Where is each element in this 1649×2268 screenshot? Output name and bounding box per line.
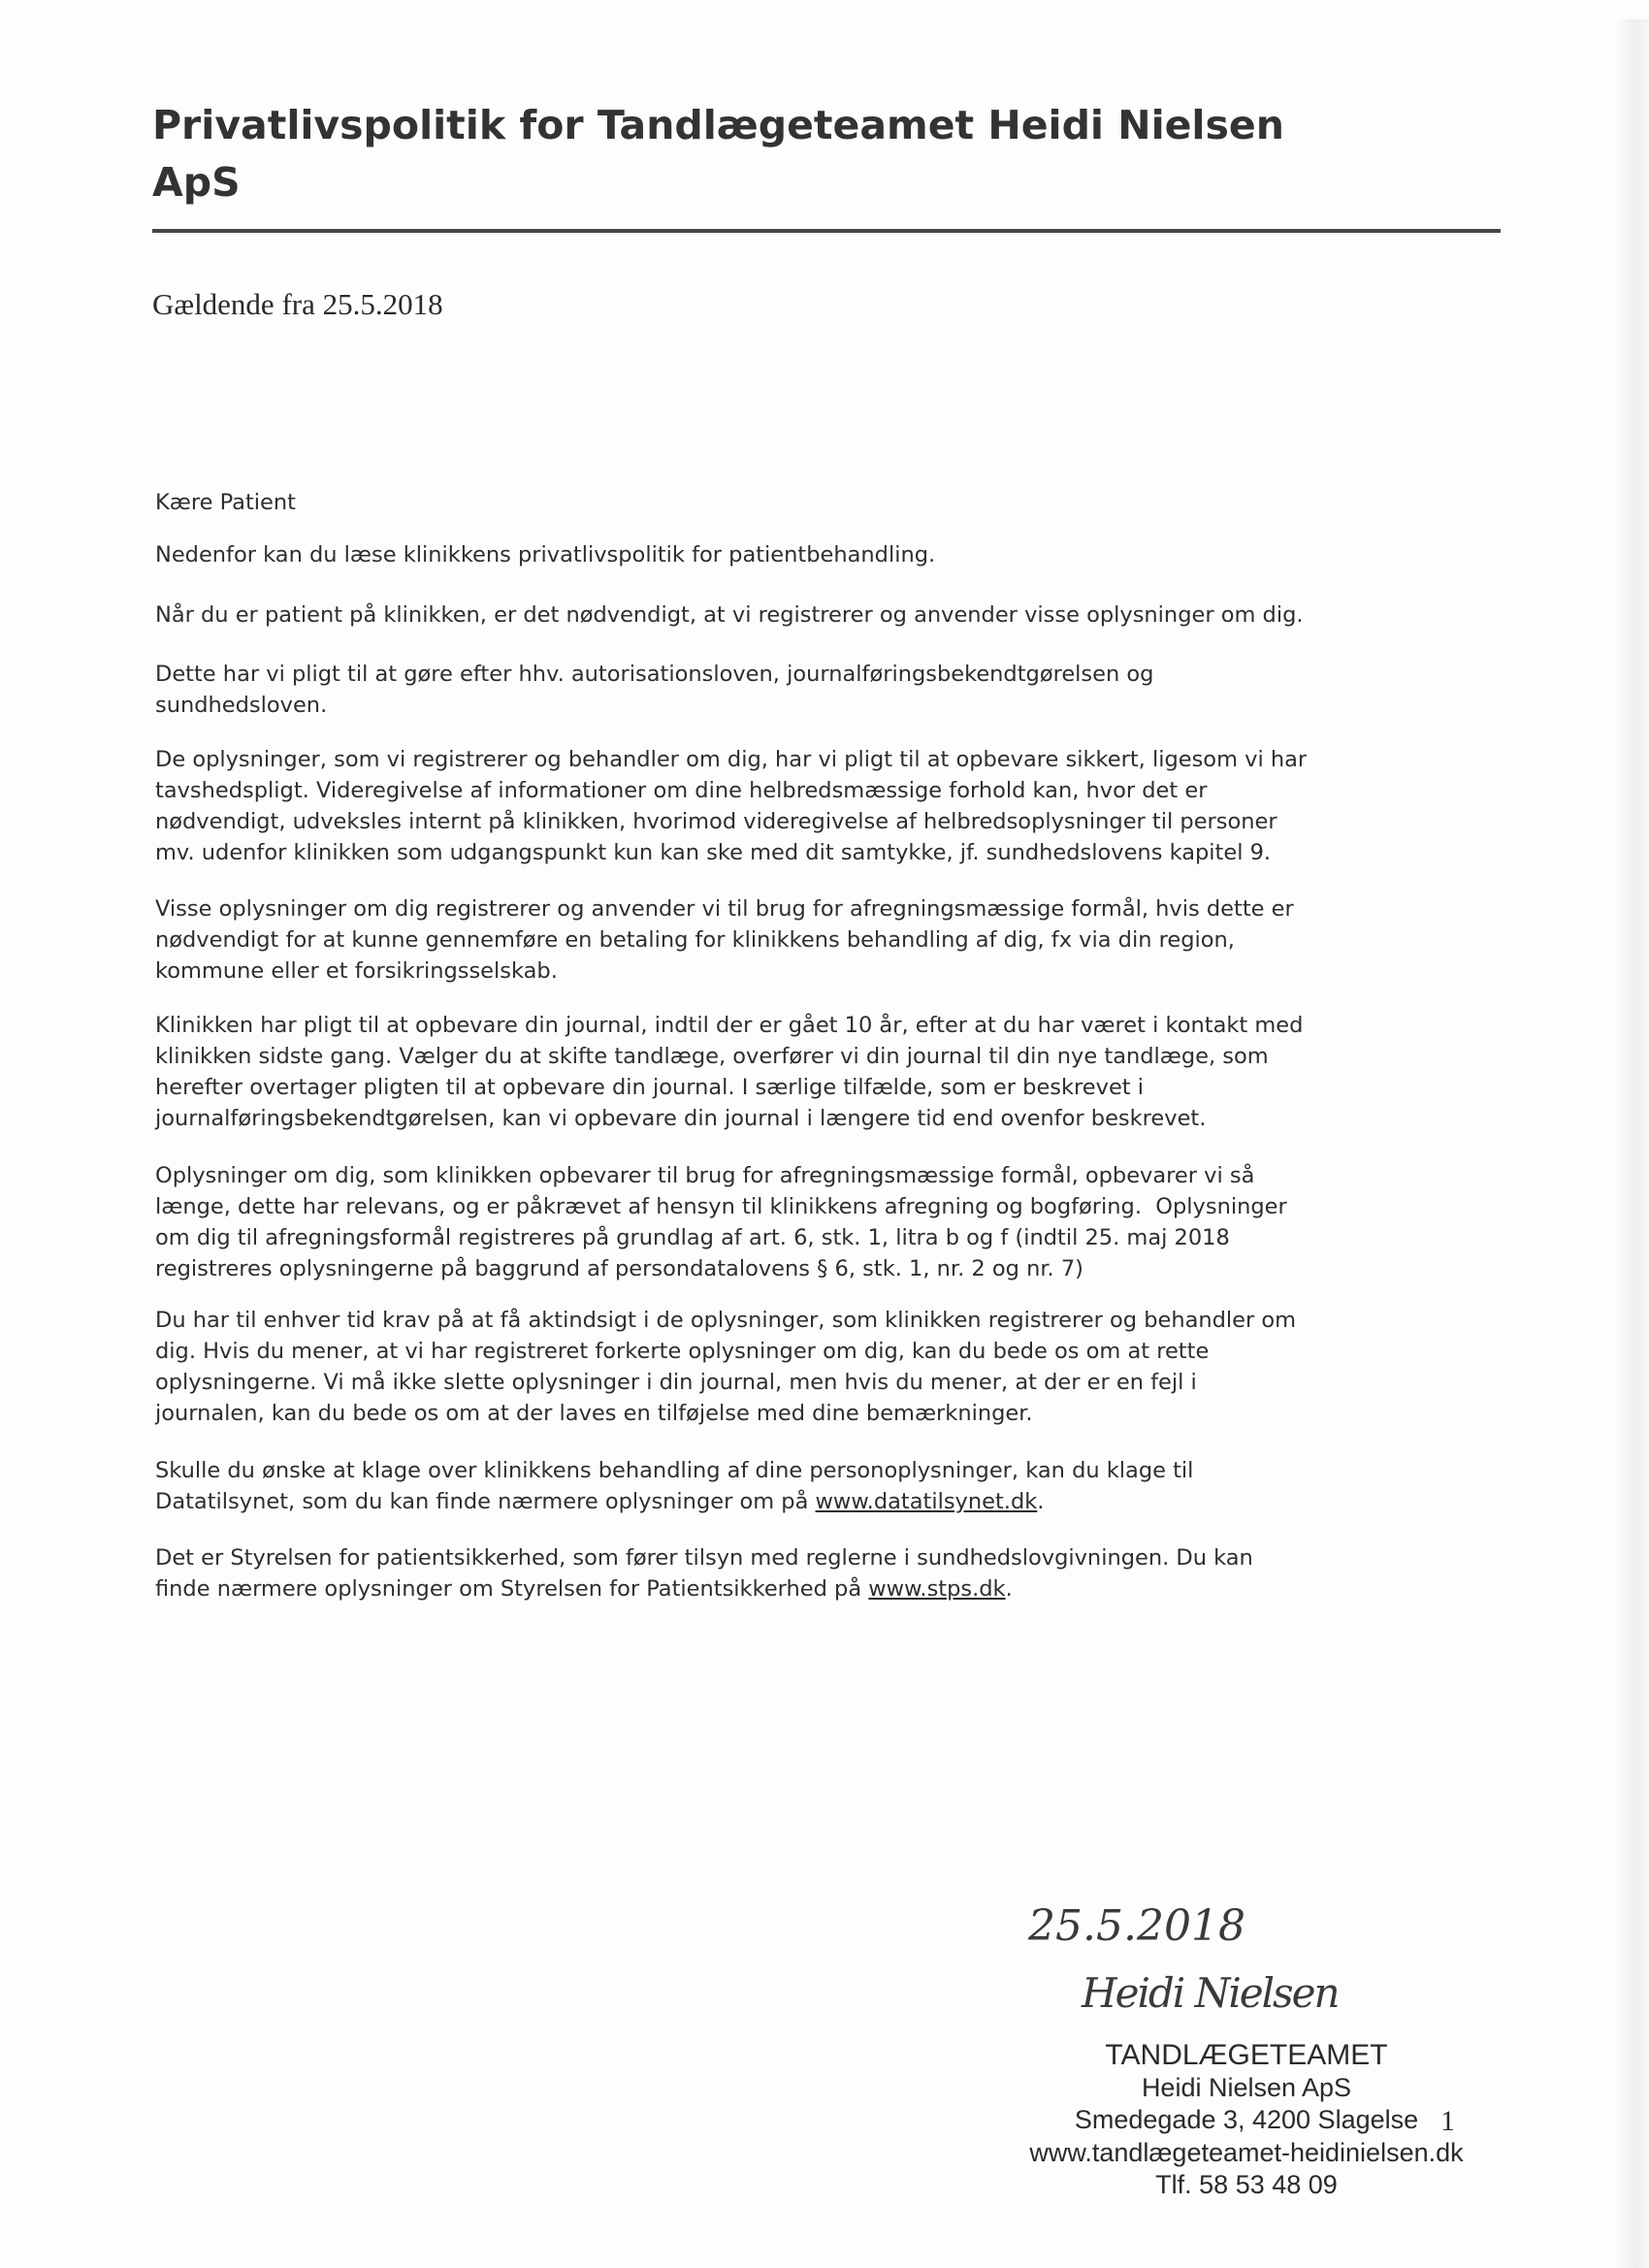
footer-entity: Heidi Nielsen ApS xyxy=(1141,2072,1352,2102)
footer-phone: Tlf. 58 53 48 09 xyxy=(1155,2170,1338,2199)
supervision-end: . xyxy=(1005,1576,1013,1602)
paragraph-billing-retention: Oplysninger om dig, som klinikken opbevarer til brug for afregningsmæssige formål, opbevarer vi så længe, dette har relevans, og er påkrævet af hensyn til klinikkens afregning og bogføring. Oplysninger om dig til afregningsformål registreres på grundlag af art. 6, stk. 1, litra b og f (indtil 25. maj 2018 registreres oplysningerne på baggrund af persondatalovens § 6, stk. 1, nr. 2 og nr. 7) xyxy=(155,1163,1287,1281)
handwritten-signature: Heidi Nielsen xyxy=(1082,1969,1339,2017)
complaint-end: . xyxy=(1037,1489,1045,1514)
title-divider xyxy=(152,229,1501,233)
complaint-text: Skulle du ønske at klage over klinikkens behandling af dine personoplysninger, kan du klage til Datatilsynet, som du kan finde nærmere oplysninger om på xyxy=(155,1458,1194,1514)
page-number: 1 xyxy=(1440,2105,1455,2137)
scan-edge xyxy=(1614,19,1649,2268)
paragraph-access-rights: Du har til enhver tid krav på at få aktindsigt i de oplysninger, som klinikken registrerer og behandler om dig. Hvis du mener, at vi har registreret forkerte oplysninger om dig, kan du bede os om at rette oplysningerne. Vi må ikke slette oplysninger i din journal, men hvis du mener, at der er en fejl i journalen, kan du bede os om at der laves en tilføjelse med dine bemærkninger. xyxy=(155,1308,1297,1426)
stps-link[interactable]: www.stps.dk xyxy=(868,1576,1006,1602)
paragraph-intro: Nedenfor kan du læse klinikkens privatlivspolitik for patientbehandling. xyxy=(155,542,936,567)
letterhead-footer xyxy=(1009,2039,1484,2202)
footer-website: www.tandlægeteamet-heidinielsen.dk xyxy=(1029,2137,1464,2167)
footer-company: TANDLÆGETEAMET xyxy=(1105,2039,1388,2071)
paragraph-supervision xyxy=(155,1542,1253,1604)
paragraph-legal-basis: Dette har vi pligt til at gøre efter hhv. autorisationsloven, journalføringsbekendtgørelsen og sundhedsloven. xyxy=(155,662,1154,718)
effective-date: Gældende fra 25.5.2018 xyxy=(152,287,443,321)
footer-address: Smedegade 3, 4200 Slagelse xyxy=(1074,2105,1419,2134)
paragraph-complaint xyxy=(155,1455,1193,1517)
greeting: Kære Patient xyxy=(155,490,296,515)
paragraph-journal-retention: Klinikken har pligt til at opbevare din journal, indtil der er gået 10 år, efter at du har været i kontakt med klinikken sidste gang. Vælger du at skifte tandlæge, overfører vi din journal til din nye tandlæge, som herefter overtager pligten til at opbevare din journal. I særlige tilfælde, som er beskrevet i journalføringsbekendtgørelsen, kan vi opbevare din journal i længere tid end ovenfor beskrevet. xyxy=(155,1013,1304,1131)
paragraph-registration: Når du er patient på klinikken, er det nødvendigt, at vi registrerer og anvender visse oplysninger om dig. xyxy=(155,602,1304,628)
datatilsynet-link[interactable]: www.datatilsynet.dk xyxy=(815,1489,1038,1514)
supervision-text: Det er Styrelsen for patientsikkerhed, som fører tilsyn med reglerne i sundhedslovgivningen. Du kan finde nærmere oplysninger om Styrelsen for Patientsikkerhed på xyxy=(155,1545,1253,1602)
document-title: Privatlivspolitik for Tandlægeteamet Heidi Nielsen ApS xyxy=(152,102,1284,206)
handwritten-date: 25.5.2018 xyxy=(1028,1901,1245,1951)
paragraph-confidentiality: De oplysninger, som vi registrerer og behandler om dig, har vi pligt til at opbevare sikkert, ligesom vi har tavshedspligt. Videregivelse af informationer om dine helbredsmæssige forhold kan, hvor det er nødvendigt, udveksles internt på klinikken, hvorimod videregivelse af helbredsoplysninger til personer mv. udenfor klinikken som udgangspunkt kun kan ske med dit samtykke, jf. sundhedslovens kapitel 9. xyxy=(155,747,1308,865)
paragraph-billing: Visse oplysninger om dig registrerer og anvender vi til brug for afregningsmæssige formål, hvis dette er nødvendigt for at kunne gennemføre en betaling for klinikkens behandling af dig, fx via din region, kommune eller et forsikringsselskab. xyxy=(155,896,1294,984)
